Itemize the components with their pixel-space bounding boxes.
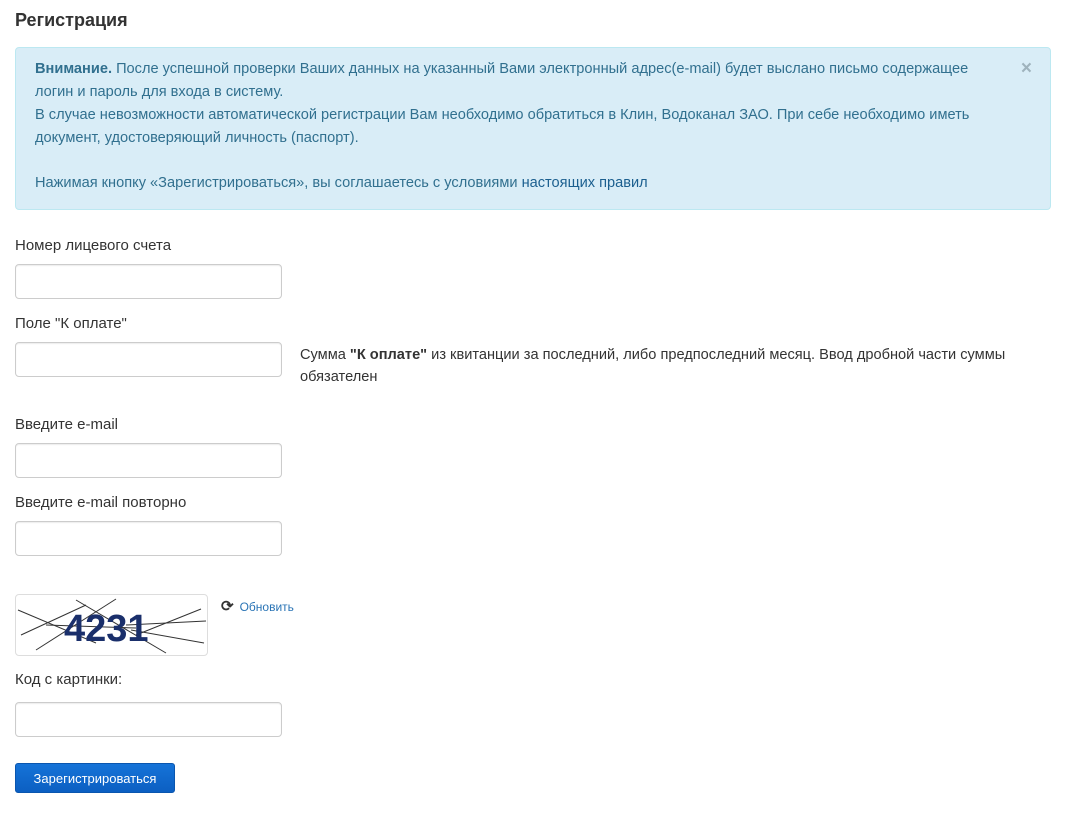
amount-hint — [300, 344, 1060, 388]
alert-spacer — [35, 150, 1000, 172]
register-button[interactable]: Зарегистрироваться — [15, 763, 175, 793]
amount-hint-bold: "К оплате" — [349, 347, 428, 363]
alert-text-2: В случае невозможности автоматической регистрации Вам необходимо обратиться в Клин, Водоканал ЗАО. При себе необходимо иметь документ, удостоверяющий личность (паспорт). — [35, 107, 970, 146]
captcha-image — [15, 594, 208, 656]
amount-label: Поле "К оплате" — [15, 315, 127, 332]
account-number-label: Номер лицевого счета — [15, 237, 172, 254]
amount-hint-rest: из квитанции за последний, либо предпоследний месяц. Ввод дробной части суммы обязателен — [300, 347, 1006, 385]
email-input[interactable] — [15, 443, 282, 478]
captcha-refresh-button[interactable] — [221, 597, 294, 615]
alert-strong: Внимание. — [35, 61, 113, 77]
captcha-graphic — [16, 595, 208, 656]
alert-text-1: После успешной проверки Ваших данных на указанный Вами электронный адрес(e-mail) будет выслано письмо содержащее логин и пароль для входа в систему. — [35, 61, 969, 100]
close-icon[interactable]: × — [1020, 58, 1032, 79]
info-alert — [15, 47, 1051, 210]
captcha-code-label: Код с картинки: — [15, 671, 123, 688]
captcha-code: 4231 — [64, 608, 149, 650]
refresh-icon: ⟳ — [221, 598, 234, 615]
captcha-code-input[interactable] — [15, 702, 282, 737]
email-repeat-input[interactable] — [15, 521, 282, 556]
account-number-input[interactable] — [15, 264, 282, 299]
alert-paragraph-1 — [35, 58, 1000, 104]
page-title: Регистрация — [15, 10, 128, 30]
alert-text-3: Нажимая кнопку «Зарегистрироваться», вы соглашаетесь с условиями — [35, 175, 522, 191]
captcha-refresh-label: Обновить — [239, 600, 294, 614]
rules-link[interactable]: настоящих правил — [521, 175, 648, 191]
amount-input[interactable] — [15, 342, 282, 377]
email-repeat-label: Введите e-mail повторно — [15, 494, 187, 511]
amount-hint-prefix: Сумма — [300, 347, 350, 363]
email-label: Введите e-mail — [15, 416, 119, 433]
alert-paragraph-3 — [35, 172, 1000, 195]
